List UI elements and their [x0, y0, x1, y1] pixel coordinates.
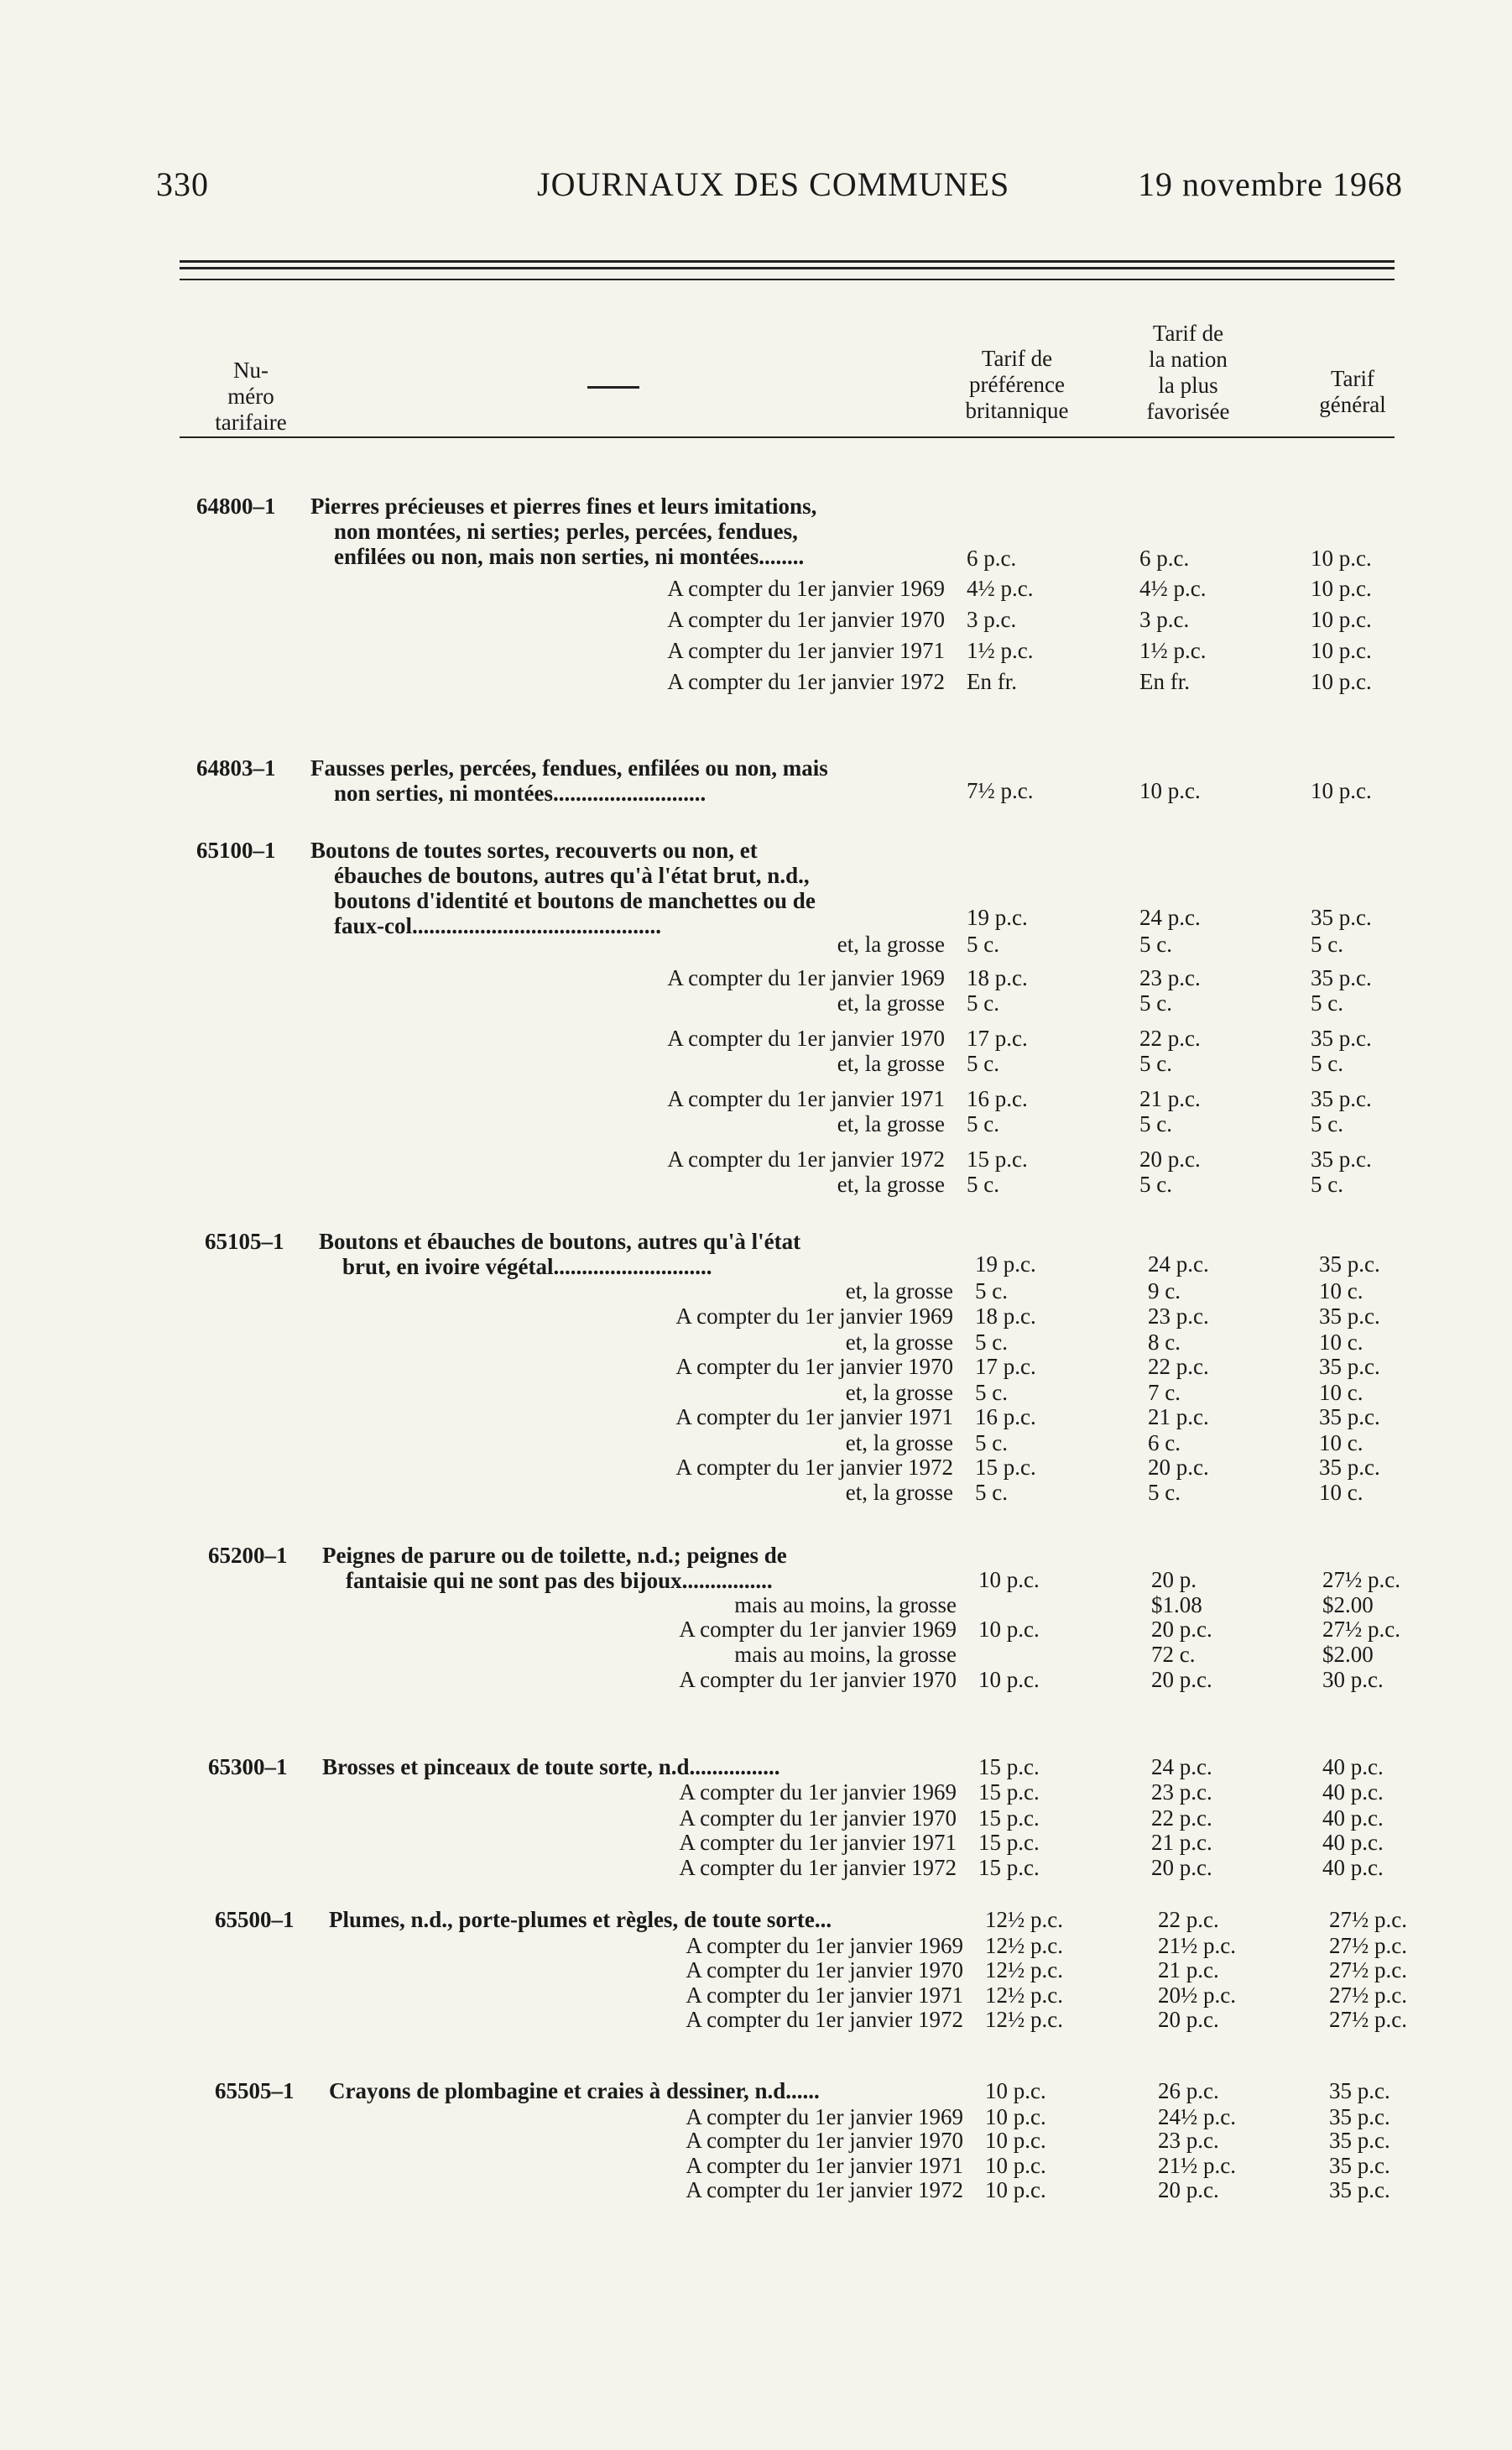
tariff-description-line: Crayons de plombagine et craies à dessiner, n.d......	[329, 2078, 820, 2103]
tariff-condition-label: A compter du 1er janvier 1970	[686, 1957, 963, 1982]
rate-britannique: 5 c.	[975, 1430, 1008, 1455]
rate-general: 5 c.	[1311, 1111, 1343, 1136]
rate-britannique: 15 p.c.	[978, 1779, 1040, 1805]
rate-nation-favorisee: 21 p.c.	[1148, 1404, 1209, 1429]
rate-general: 35 p.c.	[1319, 1404, 1380, 1429]
tariff-description-line: non serties, ni montées...........................	[334, 781, 706, 806]
rate-general: 35 p.c.	[1311, 1147, 1372, 1172]
rate-general: 35 p.c.	[1329, 2153, 1390, 2178]
tariff-condition-label: et, la grosse	[845, 1329, 953, 1355]
tariff-description-line: Pierres précieuses et pierres fines et leurs imitations,	[310, 494, 817, 519]
tariff-code: 65500–1	[215, 1907, 295, 1932]
rate-nation-favorisee: 6 c.	[1148, 1430, 1181, 1455]
rate-nation-favorisee: 3 p.c.	[1139, 607, 1190, 632]
column-header-line: général	[1319, 392, 1386, 417]
tariff-condition-label: et, la grosse	[845, 1430, 953, 1455]
tariff-condition-label: et, la grosse	[837, 1051, 945, 1076]
tariff-condition-label: A compter du 1er janvier 1969	[679, 1617, 957, 1642]
rate-britannique: 15 p.c.	[978, 1754, 1040, 1779]
rate-britannique: 5 c.	[967, 1111, 999, 1136]
tariff-description-line: Boutons et ébauches de boutons, autres qu'à l'état	[319, 1229, 801, 1254]
column-header-line: favorisée	[1146, 399, 1230, 424]
column-header-description-dash	[587, 386, 639, 389]
rate-britannique: 12½ p.c.	[985, 1907, 1063, 1932]
rate-britannique: 12½ p.c.	[985, 2007, 1063, 2032]
tariff-description-line: Boutons de toutes sortes, recouverts ou non, et	[310, 838, 758, 863]
column-header-nation	[1121, 321, 1255, 425]
page-number: 330	[156, 165, 209, 203]
rate-general: 5 c.	[1311, 990, 1343, 1016]
rate-nation-favorisee: 22 p.c.	[1158, 1907, 1219, 1932]
rate-nation-favorisee: $1.08	[1151, 1592, 1202, 1617]
rate-nation-favorisee: 8 c.	[1148, 1329, 1181, 1355]
rate-nation-favorisee: 20 p.c.	[1151, 1667, 1212, 1692]
header-rule-top	[180, 260, 1395, 263]
rate-britannique: 15 p.c.	[978, 1855, 1040, 1880]
rate-general: 35 p.c.	[1311, 1086, 1372, 1111]
rate-britannique: 10 p.c.	[978, 1617, 1040, 1642]
rate-nation-favorisee: 24 p.c.	[1151, 1754, 1212, 1779]
rate-general: 40 p.c.	[1322, 1830, 1384, 1855]
rate-britannique: 12½ p.c.	[985, 1957, 1063, 1982]
rate-general: 35 p.c.	[1311, 965, 1372, 990]
rate-britannique: 5 c.	[967, 932, 999, 957]
rate-britannique: 18 p.c.	[967, 965, 1028, 990]
rate-general: 40 p.c.	[1322, 1754, 1384, 1779]
tariff-description-line: ébauches de boutons, autres qu'à l'état brut, n.d.,	[334, 863, 810, 888]
rate-britannique: 19 p.c.	[967, 905, 1028, 930]
tariff-description-line: Peignes de parure ou de toilette, n.d.; peignes de	[322, 1543, 787, 1568]
tariff-description-line: brut, en ivoire végétal............................	[342, 1254, 712, 1279]
rate-general: 27½ p.c.	[1329, 2007, 1407, 2032]
rate-general: 10 p.c.	[1311, 607, 1372, 632]
rate-nation-favorisee: 20 p.c.	[1158, 2007, 1219, 2032]
rate-nation-favorisee: 20 p.	[1151, 1567, 1197, 1592]
rate-britannique: 17 p.c.	[967, 1026, 1028, 1051]
rate-nation-favorisee: 5 c.	[1148, 1480, 1181, 1505]
rate-general: 10 c.	[1319, 1480, 1363, 1505]
tariff-condition-label: et, la grosse	[845, 1480, 953, 1505]
rate-britannique: 10 p.c.	[985, 2104, 1046, 2129]
rate-britannique: 10 p.c.	[985, 2153, 1046, 2178]
rate-general: 40 p.c.	[1322, 1779, 1384, 1805]
rate-general: 30 p.c.	[1322, 1667, 1384, 1692]
rate-nation-favorisee: 21½ p.c.	[1158, 2153, 1236, 2178]
tariff-condition-label: A compter du 1er janvier 1971	[675, 1404, 953, 1429]
rate-nation-favorisee: 10 p.c.	[1139, 778, 1201, 803]
tariff-condition-label: et, la grosse	[837, 1111, 945, 1136]
rate-britannique: 5 c.	[975, 1380, 1008, 1405]
rate-nation-favorisee: 5 c.	[1139, 932, 1172, 957]
page-date: 19 novembre 1968	[1138, 165, 1403, 203]
tariff-condition-label: A compter du 1er janvier 1972	[667, 1147, 945, 1172]
column-header-line: Tarif de	[1152, 321, 1224, 346]
rate-nation-favorisee: 20 p.c.	[1158, 2177, 1219, 2202]
rate-nation-favorisee: 21 p.c.	[1151, 1830, 1212, 1855]
rate-britannique: 15 p.c.	[978, 1805, 1040, 1831]
tariff-code: 65200–1	[208, 1543, 288, 1568]
tariff-code: 65105–1	[205, 1229, 284, 1254]
column-header-numero	[196, 358, 305, 436]
rate-nation-favorisee: 22 p.c.	[1148, 1354, 1209, 1379]
rate-britannique: 5 c.	[967, 990, 999, 1016]
rate-general: 35 p.c.	[1319, 1354, 1380, 1379]
rate-general: 10 p.c.	[1311, 778, 1372, 803]
tariff-condition-label: A compter du 1er janvier 1970	[686, 2128, 963, 2153]
rate-nation-favorisee: 22 p.c.	[1139, 1026, 1201, 1051]
tariff-code: 64800–1	[196, 494, 276, 519]
column-header-line: Tarif	[1330, 366, 1375, 391]
rate-britannique: 18 p.c.	[975, 1303, 1036, 1329]
rate-nation-favorisee: 20 p.c.	[1151, 1617, 1212, 1642]
rate-nation-favorisee: 24 p.c.	[1148, 1251, 1209, 1277]
tariff-code: 64803–1	[196, 755, 276, 781]
column-header-line: la plus	[1158, 373, 1218, 398]
rate-britannique: 3 p.c.	[967, 607, 1017, 632]
tariff-condition-label: A compter du 1er janvier 1969	[667, 965, 945, 990]
tariff-code: 65300–1	[208, 1754, 288, 1779]
rate-nation-favorisee: 23 p.c.	[1139, 965, 1201, 990]
tariff-condition-label: A compter du 1er janvier 1972	[667, 669, 945, 694]
rate-general: 35 p.c.	[1329, 2128, 1390, 2153]
rate-general: 5 c.	[1311, 1051, 1343, 1076]
rate-nation-favorisee: 9 c.	[1148, 1278, 1181, 1303]
tariff-condition-label: A compter du 1er janvier 1969	[686, 2104, 963, 2129]
column-header-line: Tarif de	[981, 346, 1053, 371]
rate-nation-favorisee: 21½ p.c.	[1158, 1933, 1236, 1958]
rate-nation-favorisee: 23 p.c.	[1148, 1303, 1209, 1329]
tariff-description-line: Plumes, n.d., porte-plumes et règles, de toute sorte...	[329, 1907, 832, 1932]
tariff-condition-label: A compter du 1er janvier 1972	[679, 1855, 957, 1880]
rate-general: 10 p.c.	[1311, 576, 1372, 601]
rate-nation-favorisee: 23 p.c.	[1151, 1779, 1212, 1805]
rate-general: 10 p.c.	[1311, 638, 1372, 663]
tariff-condition-label: A compter du 1er janvier 1972	[675, 1455, 953, 1480]
rate-nation-favorisee: 20 p.c.	[1151, 1855, 1212, 1880]
rate-general: 27½ p.c.	[1329, 1957, 1407, 1982]
tariff-description-line: Fausses perles, percées, fendues, enfilées ou non, mais	[310, 755, 828, 781]
rate-britannique: 6 p.c.	[967, 546, 1017, 571]
rate-general: 10 c.	[1319, 1430, 1363, 1455]
rate-britannique: 10 p.c.	[985, 2078, 1046, 2103]
rate-britannique: 19 p.c.	[975, 1251, 1036, 1277]
tariff-condition-label: et, la grosse	[845, 1278, 953, 1303]
header-rule-bottom	[180, 267, 1395, 269]
tariff-condition-label: A compter du 1er janvier 1970	[679, 1667, 957, 1692]
rate-general: 10 p.c.	[1311, 546, 1372, 571]
tariff-condition-label: A compter du 1er janvier 1970	[667, 1026, 945, 1051]
rate-nation-favorisee: 24 p.c.	[1139, 905, 1201, 930]
rate-general: 27½ p.c.	[1322, 1617, 1400, 1642]
column-header-line: la nation	[1149, 347, 1228, 372]
rate-britannique: 10 p.c.	[978, 1567, 1040, 1592]
rate-britannique: 5 c.	[967, 1051, 999, 1076]
rate-general: 40 p.c.	[1322, 1805, 1384, 1831]
rate-britannique: 5 c.	[975, 1480, 1008, 1505]
rate-general: 5 c.	[1311, 932, 1343, 957]
rate-general: 27½ p.c.	[1329, 1907, 1407, 1932]
tariff-description-line: faux-col............................................	[334, 913, 661, 938]
rate-nation-favorisee: 4½ p.c.	[1139, 576, 1207, 601]
tariff-condition-label: A compter du 1er janvier 1971	[679, 1830, 957, 1855]
rate-general: 35 p.c.	[1329, 2104, 1390, 2129]
tariff-condition-label: A compter du 1er janvier 1971	[686, 2153, 963, 2178]
tariff-condition-label: A compter du 1er janvier 1971	[686, 1982, 963, 2008]
rate-britannique: 10 p.c.	[985, 2177, 1046, 2202]
tariff-condition-label: et, la grosse	[837, 1172, 945, 1197]
column-header-britannique	[933, 346, 1101, 424]
rate-britannique: 5 c.	[975, 1329, 1008, 1355]
rate-general: 10 c.	[1319, 1329, 1363, 1355]
tariff-description-line: non montées, ni serties; perles, percées, fendues,	[334, 519, 798, 544]
tariff-code: 65505–1	[215, 2078, 295, 2103]
rate-general: 10 c.	[1319, 1380, 1363, 1405]
tariff-condition-label: mais au moins, la grosse	[734, 1642, 957, 1667]
rate-britannique: 12½ p.c.	[985, 1933, 1063, 1958]
rate-britannique: 15 p.c.	[967, 1147, 1028, 1172]
tariff-condition-label: et, la grosse	[837, 932, 945, 957]
rate-nation-favorisee: 5 c.	[1139, 1172, 1172, 1197]
tariff-code: 65100–1	[196, 838, 276, 863]
column-header-line: Nu-	[233, 358, 269, 383]
rate-nation-favorisee: 22 p.c.	[1151, 1805, 1212, 1831]
rate-britannique: En fr.	[967, 669, 1017, 694]
tariff-condition-label: mais au moins, la grosse	[734, 1592, 957, 1617]
tariff-condition-label: A compter du 1er janvier 1972	[686, 2007, 963, 2032]
rate-britannique: 10 p.c.	[985, 2128, 1046, 2153]
rate-nation-favorisee: 21 p.c.	[1158, 1957, 1219, 1982]
rate-general: $2.00	[1322, 1592, 1374, 1617]
rate-nation-favorisee: 6 p.c.	[1139, 546, 1190, 571]
rate-general: $2.00	[1322, 1642, 1374, 1667]
tariff-description-line: enfilées ou non, mais non serties, ni montées........	[334, 544, 805, 569]
rate-general: 27½ p.c.	[1322, 1567, 1400, 1592]
column-header-general	[1302, 366, 1403, 418]
rate-britannique: 7½ p.c.	[967, 778, 1034, 803]
rate-general: 27½ p.c.	[1329, 1933, 1407, 1958]
rate-general: 35 p.c.	[1319, 1303, 1380, 1329]
rate-nation-favorisee: 20½ p.c.	[1158, 1982, 1236, 2008]
column-header-line: tarifaire	[215, 410, 287, 435]
rate-general: 40 p.c.	[1322, 1855, 1384, 1880]
rate-nation-favorisee: 5 c.	[1139, 1051, 1172, 1076]
rate-britannique: 5 c.	[967, 1172, 999, 1197]
rate-britannique: 12½ p.c.	[985, 1982, 1063, 2008]
column-header-rule	[180, 436, 1395, 438]
rate-general: 10 c.	[1319, 1278, 1363, 1303]
rate-britannique: 4½ p.c.	[967, 576, 1034, 601]
journal-title: JOURNAUX DES COMMUNES	[537, 165, 1010, 203]
rate-general: 10 p.c.	[1311, 669, 1372, 694]
rate-britannique: 10 p.c.	[978, 1667, 1040, 1692]
rate-nation-favorisee: 72 c.	[1151, 1642, 1196, 1667]
tariff-condition-label: A compter du 1er janvier 1971	[667, 1086, 945, 1111]
column-header-line: méro	[227, 384, 274, 409]
rate-general: 35 p.c.	[1319, 1251, 1380, 1277]
tariff-condition-label: A compter du 1er janvier 1972	[686, 2177, 963, 2202]
tariff-condition-label: et, la grosse	[845, 1380, 953, 1405]
rate-nation-favorisee: 20 p.c.	[1139, 1147, 1201, 1172]
rate-general: 35 p.c.	[1329, 2177, 1390, 2202]
rate-nation-favorisee: 5 c.	[1139, 990, 1172, 1016]
rate-nation-favorisee: 24½ p.c.	[1158, 2104, 1236, 2129]
rate-britannique: 15 p.c.	[975, 1455, 1036, 1480]
tariff-condition-label: A compter du 1er janvier 1969	[679, 1779, 957, 1805]
rate-britannique: 5 c.	[975, 1278, 1008, 1303]
rate-general: 27½ p.c.	[1329, 1982, 1407, 2008]
tariff-condition-label: A compter du 1er janvier 1970	[675, 1354, 953, 1379]
tariff-description-line: boutons d'identité et boutons de manchettes ou de	[334, 888, 816, 913]
tariff-condition-label: A compter du 1er janvier 1971	[667, 638, 945, 663]
rate-nation-favorisee: 1½ p.c.	[1139, 638, 1207, 663]
rate-nation-favorisee: 26 p.c.	[1158, 2078, 1219, 2103]
rate-britannique: 17 p.c.	[975, 1354, 1036, 1379]
rate-britannique: 15 p.c.	[978, 1830, 1040, 1855]
rate-nation-favorisee: 5 c.	[1139, 1111, 1172, 1136]
tariff-condition-label: A compter du 1er janvier 1969	[686, 1933, 963, 1958]
rate-nation-favorisee: En fr.	[1139, 669, 1190, 694]
rate-nation-favorisee: 20 p.c.	[1148, 1455, 1209, 1480]
rate-nation-favorisee: 7 c.	[1148, 1380, 1181, 1405]
rate-britannique: 1½ p.c.	[967, 638, 1034, 663]
column-header-line: britannique	[965, 398, 1069, 423]
header-rule-thin	[180, 279, 1395, 280]
tariff-description-line: Brosses et pinceaux de toute sorte, n.d................	[322, 1754, 780, 1779]
rate-general: 5 c.	[1311, 1172, 1343, 1197]
tariff-description-line: fantaisie qui ne sont pas des bijoux................	[346, 1568, 773, 1593]
rate-nation-favorisee: 21 p.c.	[1139, 1086, 1201, 1111]
rate-general: 35 p.c.	[1329, 2078, 1390, 2103]
tariff-condition-label: et, la grosse	[837, 990, 945, 1016]
rate-nation-favorisee: 23 p.c.	[1158, 2128, 1219, 2153]
tariff-condition-label: A compter du 1er janvier 1969	[667, 576, 945, 601]
tariff-condition-label: A compter du 1er janvier 1970	[667, 607, 945, 632]
rate-general: 35 p.c.	[1319, 1455, 1380, 1480]
tariff-condition-label: A compter du 1er janvier 1969	[675, 1303, 953, 1329]
rate-britannique: 16 p.c.	[967, 1086, 1028, 1111]
rate-general: 35 p.c.	[1311, 1026, 1372, 1051]
rate-general: 35 p.c.	[1311, 905, 1372, 930]
rate-britannique: 16 p.c.	[975, 1404, 1036, 1429]
tariff-condition-label: A compter du 1er janvier 1970	[679, 1805, 957, 1831]
column-header-line: préférence	[969, 372, 1065, 397]
